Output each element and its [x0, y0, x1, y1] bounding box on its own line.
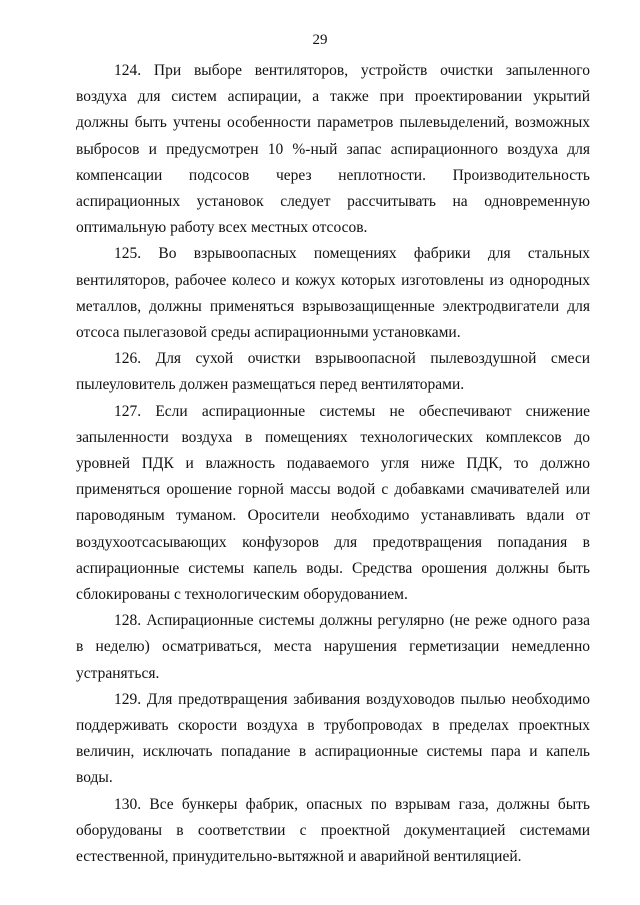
page-number: 29	[312, 32, 328, 48]
paragraph-125: 125. Во взрывоопасных помещениях фабрики для стальных вентиляторов, рабочее колесо и кожух которых изготовлены из однородных металлов, должны применяться взрывозащищенные электродвигатели для отсоса пылегазовой среды аспирационными установками.	[76, 245, 590, 342]
paragraph-129: 129. Для предотвращения забивания воздуховодов пылью необходимо поддерживать скорости воздуха в трубопроводах в пределах проектных величин, исключать попадание в аспирационные системы пара и капель воды.	[76, 690, 590, 787]
document-body	[76, 58, 590, 870]
paragraph-128: 128. Аспирационные системы должны регулярно (не реже одного раза в неделю) осматриваться, места нарушения герметизации немедленно устраняться.	[76, 612, 590, 682]
paragraph-126: 126. Для сухой очистки взрывоопасной пылевоздушной смеси пылеуловитель должен размещаться перед вентиляторами.	[76, 350, 590, 394]
paragraph-127: 127. Если аспирационные системы не обеспечивают снижение запыленности воздуха в помещениях технологических комплексов до уровней ПДК и влажность подаваемого угля ниже ПДК, то должно применяться орошение горной массы водой с добавками смачивателей или пароводяным туманом. Оросители необходимо устанавливать вдали от воздухоотсасывающих конфузоров для предотвращения попадания в аспирационные системы капель воды. Средства орошения должны быть сблокированы с технологическим оборудованием.	[76, 402, 590, 604]
paragraph-130: 130. Все бункеры фабрик, опасных по взрывам газа, должны быть оборудованы в соответствии с проектной документацией системами естественной, принудительно-вытяжной и аварийной вентиляцией.	[76, 795, 590, 866]
paragraph-124: 124. При выборе вентиляторов, устройств очистки запыленного воздуха для систем аспирации, а также при проектировании укрытий должны быть учтены особенности параметров пылевыделений, возможных выбросов и предусмотрен 10 %-ный запас аспирационного воздуха для компенсации подсосов через неплотности. Производительность аспирационных установок следует рассчитывать на одновременную оптимальную работу всех местных отсосов.	[76, 62, 590, 237]
